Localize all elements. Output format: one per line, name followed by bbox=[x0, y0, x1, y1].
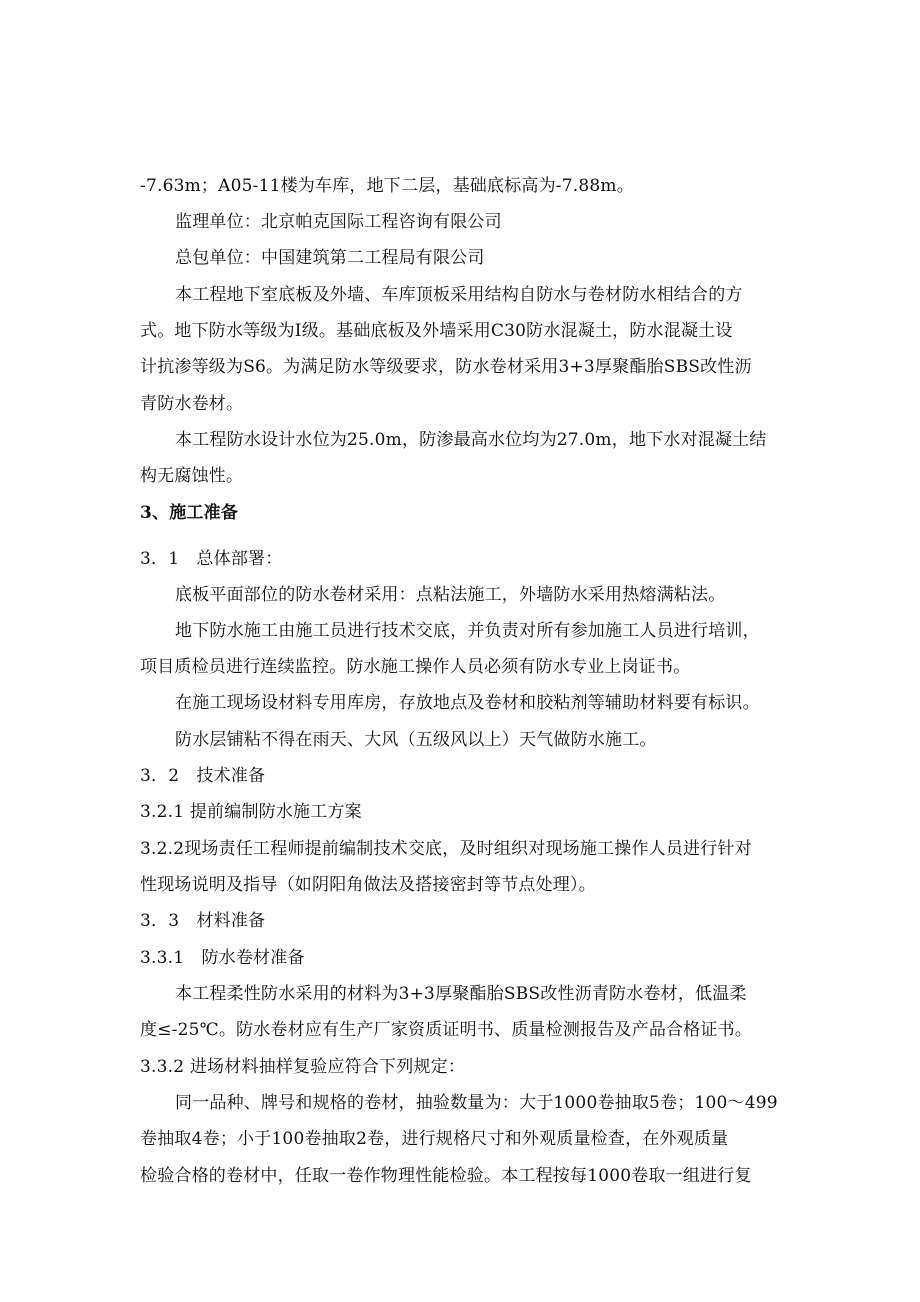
subsection-heading: 3.3.2 进场材料抽样复验应符合下列规定： bbox=[140, 1057, 466, 1077]
subsection-heading: 3.2.1 提前编制防水施工方案 bbox=[140, 802, 362, 822]
text-line: 总包单位：中国建筑第二工程局有限公司 bbox=[175, 248, 485, 268]
text-line: 本工程防水设计水位为25.0m，防渗最高水位均为27.0m，地下水对混凝土结 bbox=[175, 430, 767, 450]
subsection-heading: 3．1 总体部署： bbox=[140, 549, 283, 569]
text-line: 青防水卷材。 bbox=[140, 394, 244, 414]
text-line: 在施工现场设材料专用库房，存放地点及卷材和胶粘剂等辅助材料要有标识。 bbox=[175, 693, 760, 713]
text-line: 同一品种、牌号和规格的卷材，抽验数量为：大于1000卷抽取5卷；100～499 bbox=[175, 1093, 778, 1113]
text-line: 检验合格的卷材中，任取一卷作物理性能检验。本工程按每1000卷取一组进行复 bbox=[140, 1166, 752, 1186]
subsection-heading: 3.3.1 防水卷材准备 bbox=[140, 948, 305, 968]
subsection-heading: 3．3 材料准备 bbox=[140, 911, 266, 931]
text-line: -7.63m；A05-11楼为车库，地下二层，基础底标高为-7.88m。 bbox=[140, 176, 634, 196]
text-line: 构无腐蚀性。 bbox=[140, 466, 244, 486]
subsection-heading: 3．2 技术准备 bbox=[140, 766, 266, 786]
text-line: 性现场说明及指导（如阴阳角做法及搭接密封等节点处理）。 bbox=[140, 875, 596, 895]
text-line: 防水层铺粘不得在雨天、大风（五级风以上）天气做防水施工。 bbox=[175, 730, 657, 750]
text-line: 本工程地下室底板及外墙、车库顶板采用结构自防水与卷材防水相结合的方 bbox=[175, 285, 743, 305]
text-line: 本工程柔性防水采用的材料为3+3厚聚酯胎SBS改性沥青防水卷材，低温柔 bbox=[175, 984, 747, 1004]
text-line: 项目质检员进行连续监控。防水施工操作人员必须有防水专业上岗证书。 bbox=[140, 657, 691, 677]
text-line: 式。地下防水等级为Ⅰ级。基础底板及外墙采用C30防水混凝土，防水混凝土设 bbox=[140, 321, 733, 341]
text-line: 卷抽取4卷；小于100卷抽取2卷，进行规格尺寸和外观质量检查，在外观质量 bbox=[140, 1129, 729, 1149]
text-line: 度≤-25℃。防水卷材应有生产厂家资质证明书、质量检测报告及产品合格证书。 bbox=[140, 1020, 753, 1040]
text-line: 3.2.2现场责任工程师提前编制技术交底，及时组织对现场施工操作人员进行针对 bbox=[140, 839, 752, 859]
text-line: 计抗渗等级为S6。为满足防水等级要求，防水卷材采用3+3厚聚酯胎SBS改性沥 bbox=[140, 357, 752, 377]
text-line: 底板平面部位的防水卷材采用：点粘法施工，外墙防水采用热熔满粘法。 bbox=[175, 585, 726, 605]
text-line: 地下防水施工由施工员进行技术交底，并负责对所有参加施工人员进行培训， bbox=[175, 621, 760, 641]
section-heading: 3、施工准备 bbox=[140, 503, 239, 523]
text-line: 监理单位：北京帕克国际工程咨询有限公司 bbox=[175, 212, 502, 232]
